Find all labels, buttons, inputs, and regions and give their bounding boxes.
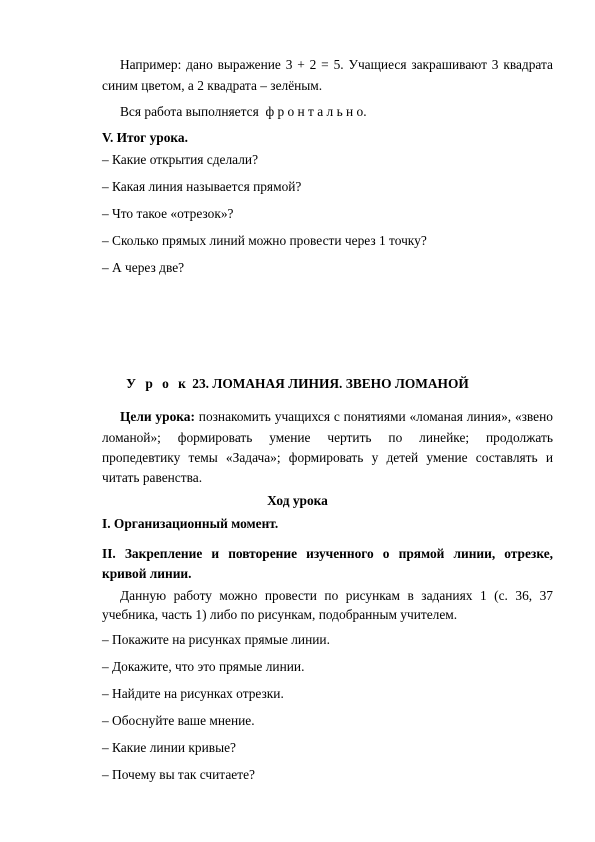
course-heading: Ход урока	[267, 493, 328, 508]
goals-line-3: пропедевтику темы «Задача»; формировать у детей умение составлять и	[102, 450, 553, 465]
work-line-1: Данную работу можно провести по рисункам в заданиях 1 (с. 36, 37	[120, 588, 553, 603]
lesson-question-2: – Докажите, что это прямые линии.	[102, 659, 305, 674]
goals-line-4: читать равенства.	[102, 470, 203, 485]
section-1-heading: I. Организационный момент.	[102, 516, 279, 531]
summary-question-3: – Что такое «отрезок»?	[102, 206, 234, 221]
frontal-text: Вся работа выполняется	[120, 104, 259, 119]
goals-label: Цели урока:	[120, 409, 195, 424]
summary-question-4: – Сколько прямых линий можно провести через 1 точку?	[102, 233, 427, 248]
section-2-heading-line-1: II. Закрепление и повторение изученного о прямой линии, отрезке,	[102, 546, 553, 561]
goals-line-2: ломаной»; формировать умение чертить по линейке; продолжать	[102, 430, 553, 445]
lesson-title	[0, 375, 595, 393]
lesson-question-6: – Почему вы так считаете?	[102, 767, 255, 782]
lesson-question-1: – Покажите на рисунках прямые линии.	[102, 632, 330, 647]
work-line-2: учебника, часть 1) либо по рисункам, подобранным учителем.	[102, 607, 458, 622]
summary-question-1: – Какие открытия сделали?	[102, 152, 259, 167]
example-line-2: синим цветом, а 2 квадрата – зелёным.	[102, 78, 323, 93]
goals-line-1	[120, 408, 553, 426]
lesson-title-text: 23. ЛОМАНАЯ ЛИНИЯ. ЗВЕНО ЛОМАНОЙ	[192, 376, 469, 391]
example-line-1: Например: дано выражение 3 + 2 = 5. Учащиеся закрашивают 3 квадрата	[120, 57, 553, 72]
lesson-question-5: – Какие линии кривые?	[102, 740, 236, 755]
frontal-word: ф р о н т а л ь н о.	[265, 104, 367, 119]
summary-question-5: – А через две?	[102, 260, 185, 275]
lesson-question-3: – Найдите на рисунках отрезки.	[102, 686, 284, 701]
section-2-heading-line-2: кривой линии.	[102, 566, 192, 581]
frontal-paragraph	[120, 103, 553, 121]
lesson-prefix: У р о к	[126, 376, 189, 391]
goals-text-1: познакомить учащихся с понятиями «ломаная линия», «звено	[198, 409, 553, 424]
lesson-question-4: – Обоснуйте ваше мнение.	[102, 713, 255, 728]
summary-heading: V. Итог урока.	[102, 130, 188, 145]
summary-question-2: – Какая линия называется прямой?	[102, 179, 302, 194]
